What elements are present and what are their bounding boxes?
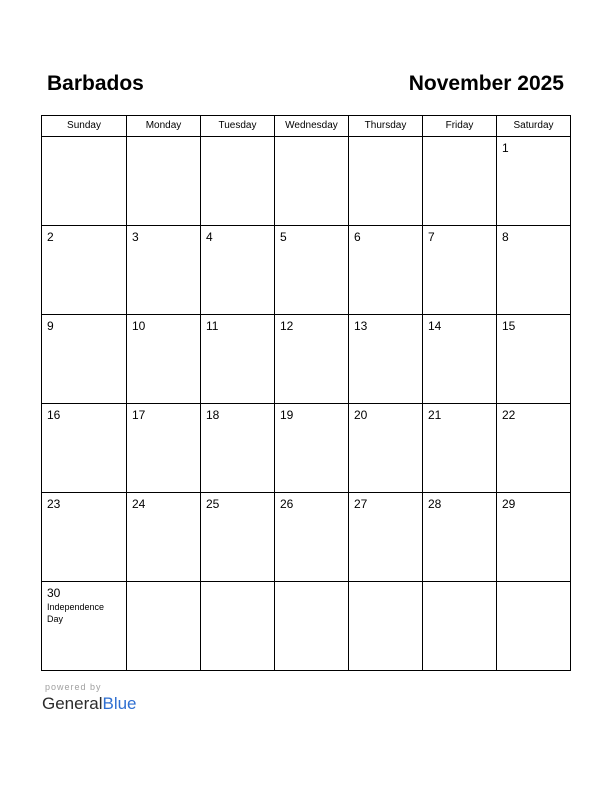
day-cell-content	[127, 315, 200, 333]
day-number: 15	[502, 319, 516, 333]
day-number: 30	[47, 586, 61, 600]
day-cell-content	[127, 493, 200, 511]
day-cell-content	[201, 493, 274, 511]
month-year-title: November 2025	[408, 72, 564, 95]
day-cell-29	[497, 493, 571, 582]
day-cell-2	[42, 226, 127, 315]
brand-logo-blue: Blue	[102, 694, 137, 713]
country-title: Barbados	[47, 72, 144, 95]
day-cell-content	[423, 493, 496, 511]
day-number: 12	[280, 319, 294, 333]
day-cell-25	[201, 493, 275, 582]
day-cell-3	[127, 226, 201, 315]
brand-logo[interactable]	[42, 693, 137, 715]
empty-day-cell	[201, 137, 275, 226]
day-cell-content	[349, 493, 422, 511]
calendar-grid	[41, 115, 571, 671]
calendar-week-row	[42, 582, 571, 671]
day-cell-22	[497, 404, 571, 493]
day-number: 2	[47, 230, 54, 244]
day-cell-27	[349, 493, 423, 582]
day-number: 16	[47, 408, 61, 422]
day-cell-24	[127, 493, 201, 582]
weekday-header-thursday: Thursday	[349, 116, 423, 137]
empty-day-cell	[423, 137, 497, 226]
day-cell-content	[497, 226, 570, 244]
day-cell-content	[127, 404, 200, 422]
day-cell-7	[423, 226, 497, 315]
empty-day-cell	[349, 582, 423, 671]
day-cell-content	[423, 226, 496, 244]
day-cell-12	[275, 315, 349, 404]
brand-logo-general: General	[42, 694, 103, 713]
day-cell-11	[201, 315, 275, 404]
day-cell-content	[497, 137, 570, 155]
calendar-week-row	[42, 493, 571, 582]
day-cell-5	[275, 226, 349, 315]
calendar-week-row	[42, 315, 571, 404]
empty-day-cell	[275, 582, 349, 671]
day-number: 8	[502, 230, 509, 244]
day-cell-23	[42, 493, 127, 582]
day-cell-content	[423, 404, 496, 422]
day-number: 11	[206, 319, 219, 333]
day-cell-26	[275, 493, 349, 582]
weekday-header-sunday: Sunday	[42, 116, 127, 137]
day-number: 14	[428, 319, 442, 333]
day-cell-content	[42, 493, 126, 511]
empty-day-cell	[201, 582, 275, 671]
day-number: 25	[206, 497, 220, 511]
day-cell-content	[497, 493, 570, 511]
day-cell-content	[201, 404, 274, 422]
day-number: 28	[428, 497, 442, 511]
day-cell-content	[275, 404, 348, 422]
day-number: 6	[354, 230, 361, 244]
day-number: 20	[354, 408, 368, 422]
day-number: 4	[206, 230, 213, 244]
day-cell-9	[42, 315, 127, 404]
day-number: 7	[428, 230, 435, 244]
day-cell-8	[497, 226, 571, 315]
day-cell-4	[201, 226, 275, 315]
empty-day-cell	[127, 137, 201, 226]
day-number: 26	[280, 497, 294, 511]
day-cell-content	[42, 226, 126, 244]
day-cell-13	[349, 315, 423, 404]
day-cell-21	[423, 404, 497, 493]
empty-day-cell	[349, 137, 423, 226]
day-number: 9	[47, 319, 54, 333]
weekday-header-wednesday: Wednesday	[275, 116, 349, 137]
day-number: 5	[280, 230, 287, 244]
weekday-header-saturday: Saturday	[497, 116, 571, 137]
day-number: 21	[428, 408, 442, 422]
day-cell-14	[423, 315, 497, 404]
empty-day-cell	[497, 582, 571, 671]
day-cell-20	[349, 404, 423, 493]
day-cell-content	[42, 315, 126, 333]
day-cell-content	[42, 404, 126, 422]
calendar-week-row	[42, 226, 571, 315]
powered-by-label: powered by	[45, 682, 102, 692]
day-cell-content	[497, 315, 570, 333]
day-number: 3	[132, 230, 139, 244]
day-cell-content	[349, 315, 422, 333]
calendar-body	[42, 137, 571, 671]
day-number: 29	[502, 497, 516, 511]
weekday-header-row	[42, 116, 571, 137]
day-cell-1	[497, 137, 571, 226]
holiday-label: Independence Day	[47, 602, 105, 624]
day-cell-17	[127, 404, 201, 493]
day-cell-30	[42, 582, 127, 671]
day-number: 10	[132, 319, 146, 333]
day-number: 1	[502, 141, 509, 155]
empty-day-cell	[127, 582, 201, 671]
day-cell-28	[423, 493, 497, 582]
day-cell-6	[349, 226, 423, 315]
day-number: 17	[132, 408, 146, 422]
day-cell-content	[497, 404, 570, 422]
day-number: 18	[206, 408, 220, 422]
day-cell-content	[275, 315, 348, 333]
day-number: 13	[354, 319, 368, 333]
day-cell-10	[127, 315, 201, 404]
day-cell-content	[275, 226, 348, 244]
day-number: 24	[132, 497, 146, 511]
weekday-header-friday: Friday	[423, 116, 497, 137]
weekday-header-tuesday: Tuesday	[201, 116, 275, 137]
day-cell-content	[201, 315, 274, 333]
day-number: 19	[280, 408, 294, 422]
weekday-header-monday: Monday	[127, 116, 201, 137]
day-number: 27	[354, 497, 368, 511]
day-cell-content	[349, 404, 422, 422]
day-cell-content	[127, 226, 200, 244]
empty-day-cell	[42, 137, 127, 226]
empty-day-cell	[423, 582, 497, 671]
day-cell-18	[201, 404, 275, 493]
day-cell-content	[42, 582, 126, 625]
day-cell-19	[275, 404, 349, 493]
day-cell-15	[497, 315, 571, 404]
day-cell-content	[201, 226, 274, 244]
day-cell-content	[349, 226, 422, 244]
day-cell-content	[275, 493, 348, 511]
day-number: 22	[502, 408, 516, 422]
day-number: 23	[47, 497, 61, 511]
calendar-week-row	[42, 137, 571, 226]
empty-day-cell	[275, 137, 349, 226]
day-cell-content	[423, 315, 496, 333]
day-cell-16	[42, 404, 127, 493]
calendar-week-row	[42, 404, 571, 493]
